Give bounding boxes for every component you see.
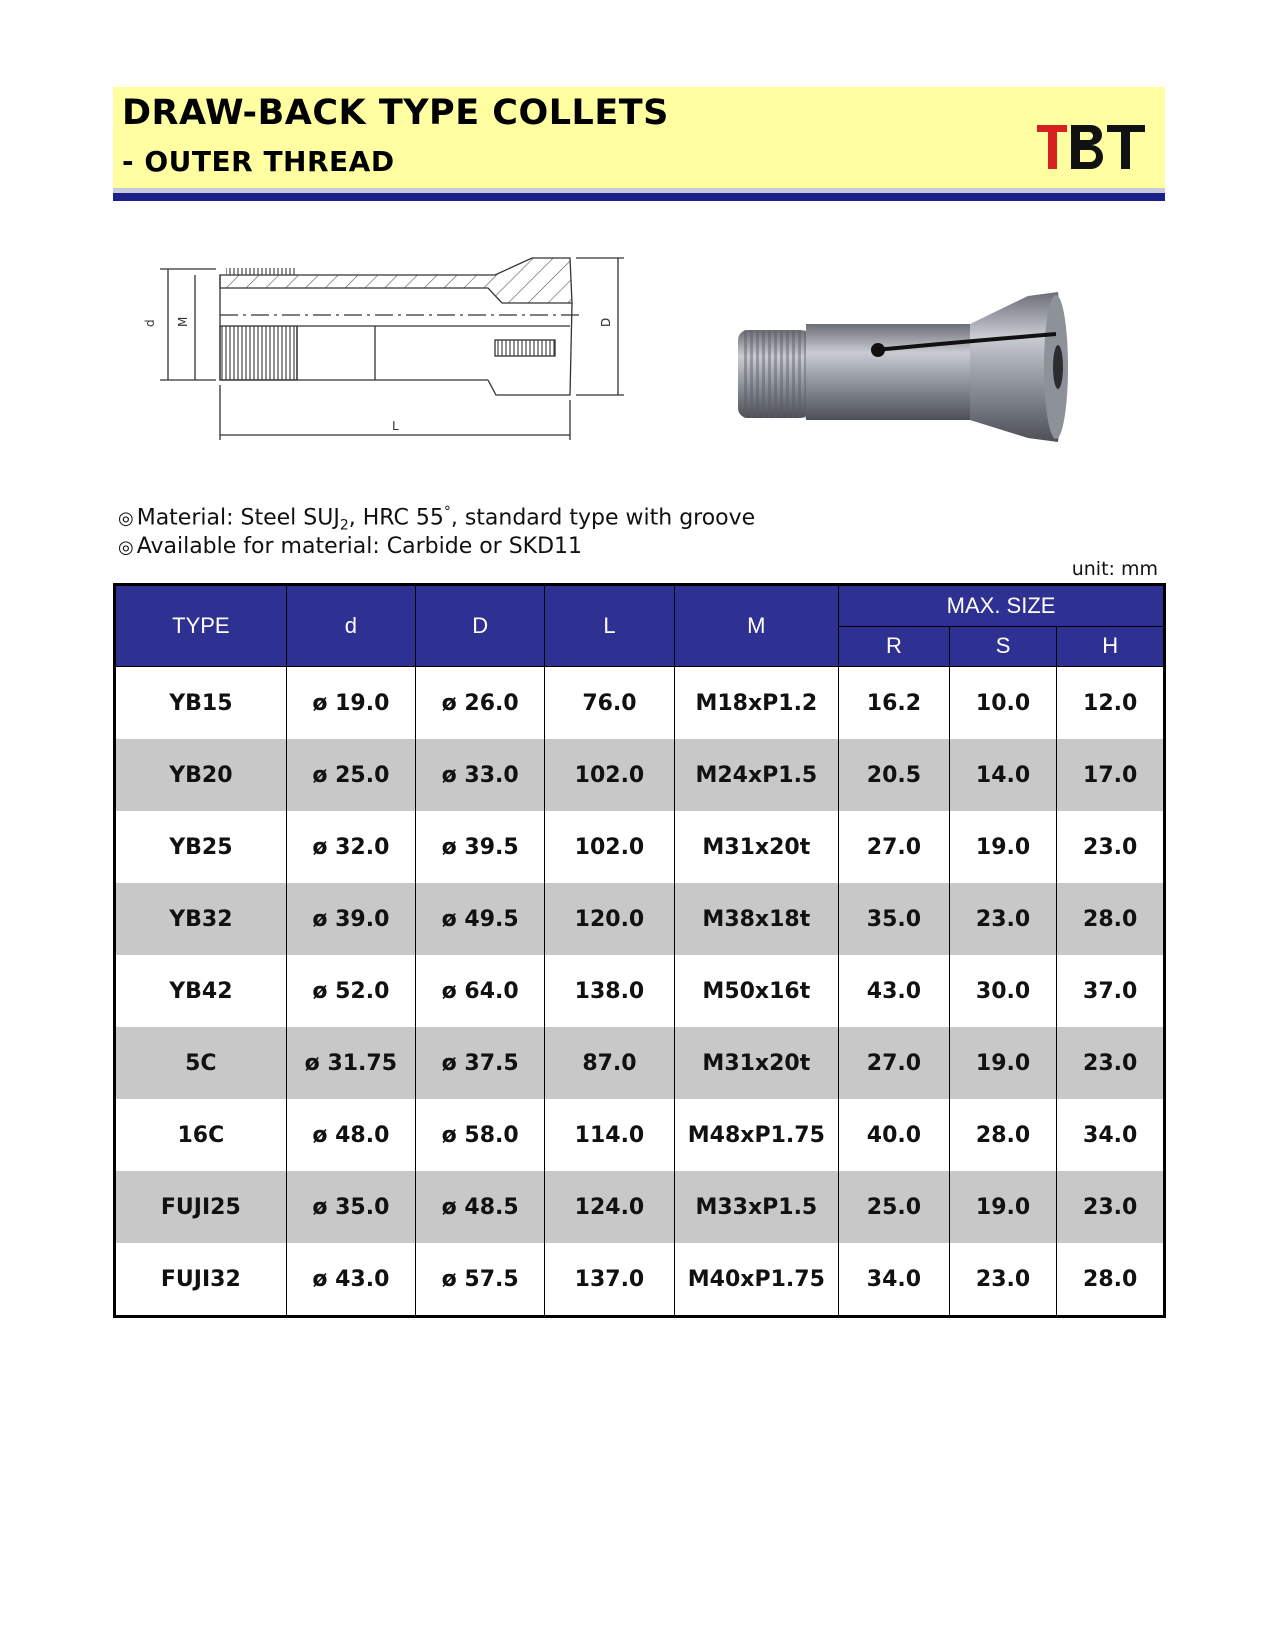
dim-D-label: D: [599, 317, 613, 327]
col-header-d: d: [286, 585, 415, 667]
cell-l: 102.0: [545, 811, 674, 883]
cell-m: M31x20t: [674, 811, 838, 883]
cell-type: YB25: [115, 811, 287, 883]
cell-l: 124.0: [545, 1171, 674, 1243]
cell-h: 17.0: [1057, 739, 1165, 811]
cell-d: ø 39.0: [286, 883, 415, 955]
cell-h: 34.0: [1057, 1099, 1165, 1171]
cell-d: ø 19.0: [286, 667, 415, 740]
table-row: [115, 883, 1165, 955]
bullet-icon: ◎: [118, 508, 134, 530]
dim-L-label: L: [392, 419, 399, 433]
cell-d: ø 25.0: [286, 739, 415, 811]
cell-d: ø 31.75: [286, 1027, 415, 1099]
cell-r: 16.2: [839, 667, 950, 740]
collet-spec-table: [113, 583, 1166, 1318]
dim-d-label: d: [143, 319, 157, 327]
cell-l: 120.0: [545, 883, 674, 955]
table-row: [115, 667, 1165, 740]
col-header-S: S: [949, 626, 1057, 667]
table-row: [115, 955, 1165, 1027]
cell-l: 102.0: [545, 739, 674, 811]
cell-h: 28.0: [1057, 1243, 1165, 1317]
cell-h: 23.0: [1057, 811, 1165, 883]
cell-m: M50x16t: [674, 955, 838, 1027]
cell-m: M33xP1.5: [674, 1171, 838, 1243]
table-row: [115, 1171, 1165, 1243]
cell-m: M24xP1.5: [674, 739, 838, 811]
col-header-R: R: [839, 626, 950, 667]
cell-type: YB42: [115, 955, 287, 1027]
cell-l: 76.0: [545, 667, 674, 740]
cell-m: M31x20t: [674, 1027, 838, 1099]
cell-d-outer: ø 39.5: [416, 811, 545, 883]
cell-h: 23.0: [1057, 1027, 1165, 1099]
unit-label: unit: mm: [1071, 558, 1158, 580]
page-title: DRAW-BACK TYPE COLLETS: [122, 93, 669, 133]
cell-d-outer: ø 58.0: [416, 1099, 545, 1171]
cell-s: 19.0: [949, 1027, 1057, 1099]
cell-s: 14.0: [949, 739, 1057, 811]
col-header-H: H: [1057, 626, 1165, 667]
cell-s: 19.0: [949, 811, 1057, 883]
cell-r: 34.0: [839, 1243, 950, 1317]
cell-type: 16C: [115, 1099, 287, 1171]
cell-l: 114.0: [545, 1099, 674, 1171]
cell-d: ø 52.0: [286, 955, 415, 1027]
cell-type: YB32: [115, 883, 287, 955]
col-header-max-size: MAX. SIZE: [839, 585, 1165, 627]
collet-product-photo: [738, 292, 1138, 444]
cell-type: YB20: [115, 739, 287, 811]
cell-s: 30.0: [949, 955, 1057, 1027]
cell-l: 137.0: [545, 1243, 674, 1317]
header-rule-dark: [113, 193, 1165, 201]
cell-l: 87.0: [545, 1027, 674, 1099]
cell-m: M38x18t: [674, 883, 838, 955]
cell-l: 138.0: [545, 955, 674, 1027]
cell-d-outer: ø 64.0: [416, 955, 545, 1027]
title-banner: [113, 87, 1165, 188]
table-row: [115, 1027, 1165, 1099]
dim-M-label: M: [176, 316, 190, 327]
cell-d-outer: ø 57.5: [416, 1243, 545, 1317]
table-row: [115, 739, 1165, 811]
cell-h: 12.0: [1057, 667, 1165, 740]
col-header-D: D: [416, 585, 545, 667]
cell-m: M48xP1.75: [674, 1099, 838, 1171]
cell-type: FUJI25: [115, 1171, 287, 1243]
table-row: [115, 811, 1165, 883]
cell-d-outer: ø 33.0: [416, 739, 545, 811]
cell-r: 20.5: [839, 739, 950, 811]
cell-s: 23.0: [949, 1243, 1057, 1317]
cell-s: 19.0: [949, 1171, 1057, 1243]
table-row: [115, 1243, 1165, 1317]
cell-d: ø 43.0: [286, 1243, 415, 1317]
table-row: [115, 1099, 1165, 1171]
col-header-M: M: [674, 585, 838, 667]
col-header-type: TYPE: [115, 585, 287, 667]
collet-technical-drawing: [140, 255, 660, 465]
material-note: ◎ Material: Steel $SUJ_2$, HRC 55°, standard type with groove: [118, 504, 756, 534]
cell-r: 27.0: [839, 811, 950, 883]
cell-d: ø 35.0: [286, 1171, 415, 1243]
cell-r: 27.0: [839, 1027, 950, 1099]
cell-s: 23.0: [949, 883, 1057, 955]
cell-d: ø 32.0: [286, 811, 415, 883]
cell-type: FUJI32: [115, 1243, 287, 1317]
cell-d: ø 48.0: [286, 1099, 415, 1171]
cell-r: 35.0: [839, 883, 950, 955]
availability-note: ◎ Available for material: Carbide or SKD11: [118, 534, 583, 559]
cell-h: 23.0: [1057, 1171, 1165, 1243]
tbt-logo: [1037, 123, 1147, 173]
cell-h: 37.0: [1057, 955, 1165, 1027]
cell-r: 25.0: [839, 1171, 950, 1243]
cell-m: M40xP1.75: [674, 1243, 838, 1317]
cell-type: 5C: [115, 1027, 287, 1099]
bullet-icon: ◎: [118, 537, 134, 558]
table-body: [115, 667, 1165, 1317]
cell-r: 43.0: [839, 955, 950, 1027]
cell-d-outer: ø 49.5: [416, 883, 545, 955]
cell-d-outer: ø 48.5: [416, 1171, 545, 1243]
cell-type: YB15: [115, 667, 287, 740]
cell-h: 28.0: [1057, 883, 1165, 955]
cell-d-outer: ø 26.0: [416, 667, 545, 740]
page-subtitle: - OUTER THREAD: [122, 145, 395, 178]
cell-s: 28.0: [949, 1099, 1057, 1171]
cell-r: 40.0: [839, 1099, 950, 1171]
cell-s: 10.0: [949, 667, 1057, 740]
col-header-L: L: [545, 585, 674, 667]
cell-d-outer: ø 37.5: [416, 1027, 545, 1099]
cell-m: M18xP1.2: [674, 667, 838, 740]
